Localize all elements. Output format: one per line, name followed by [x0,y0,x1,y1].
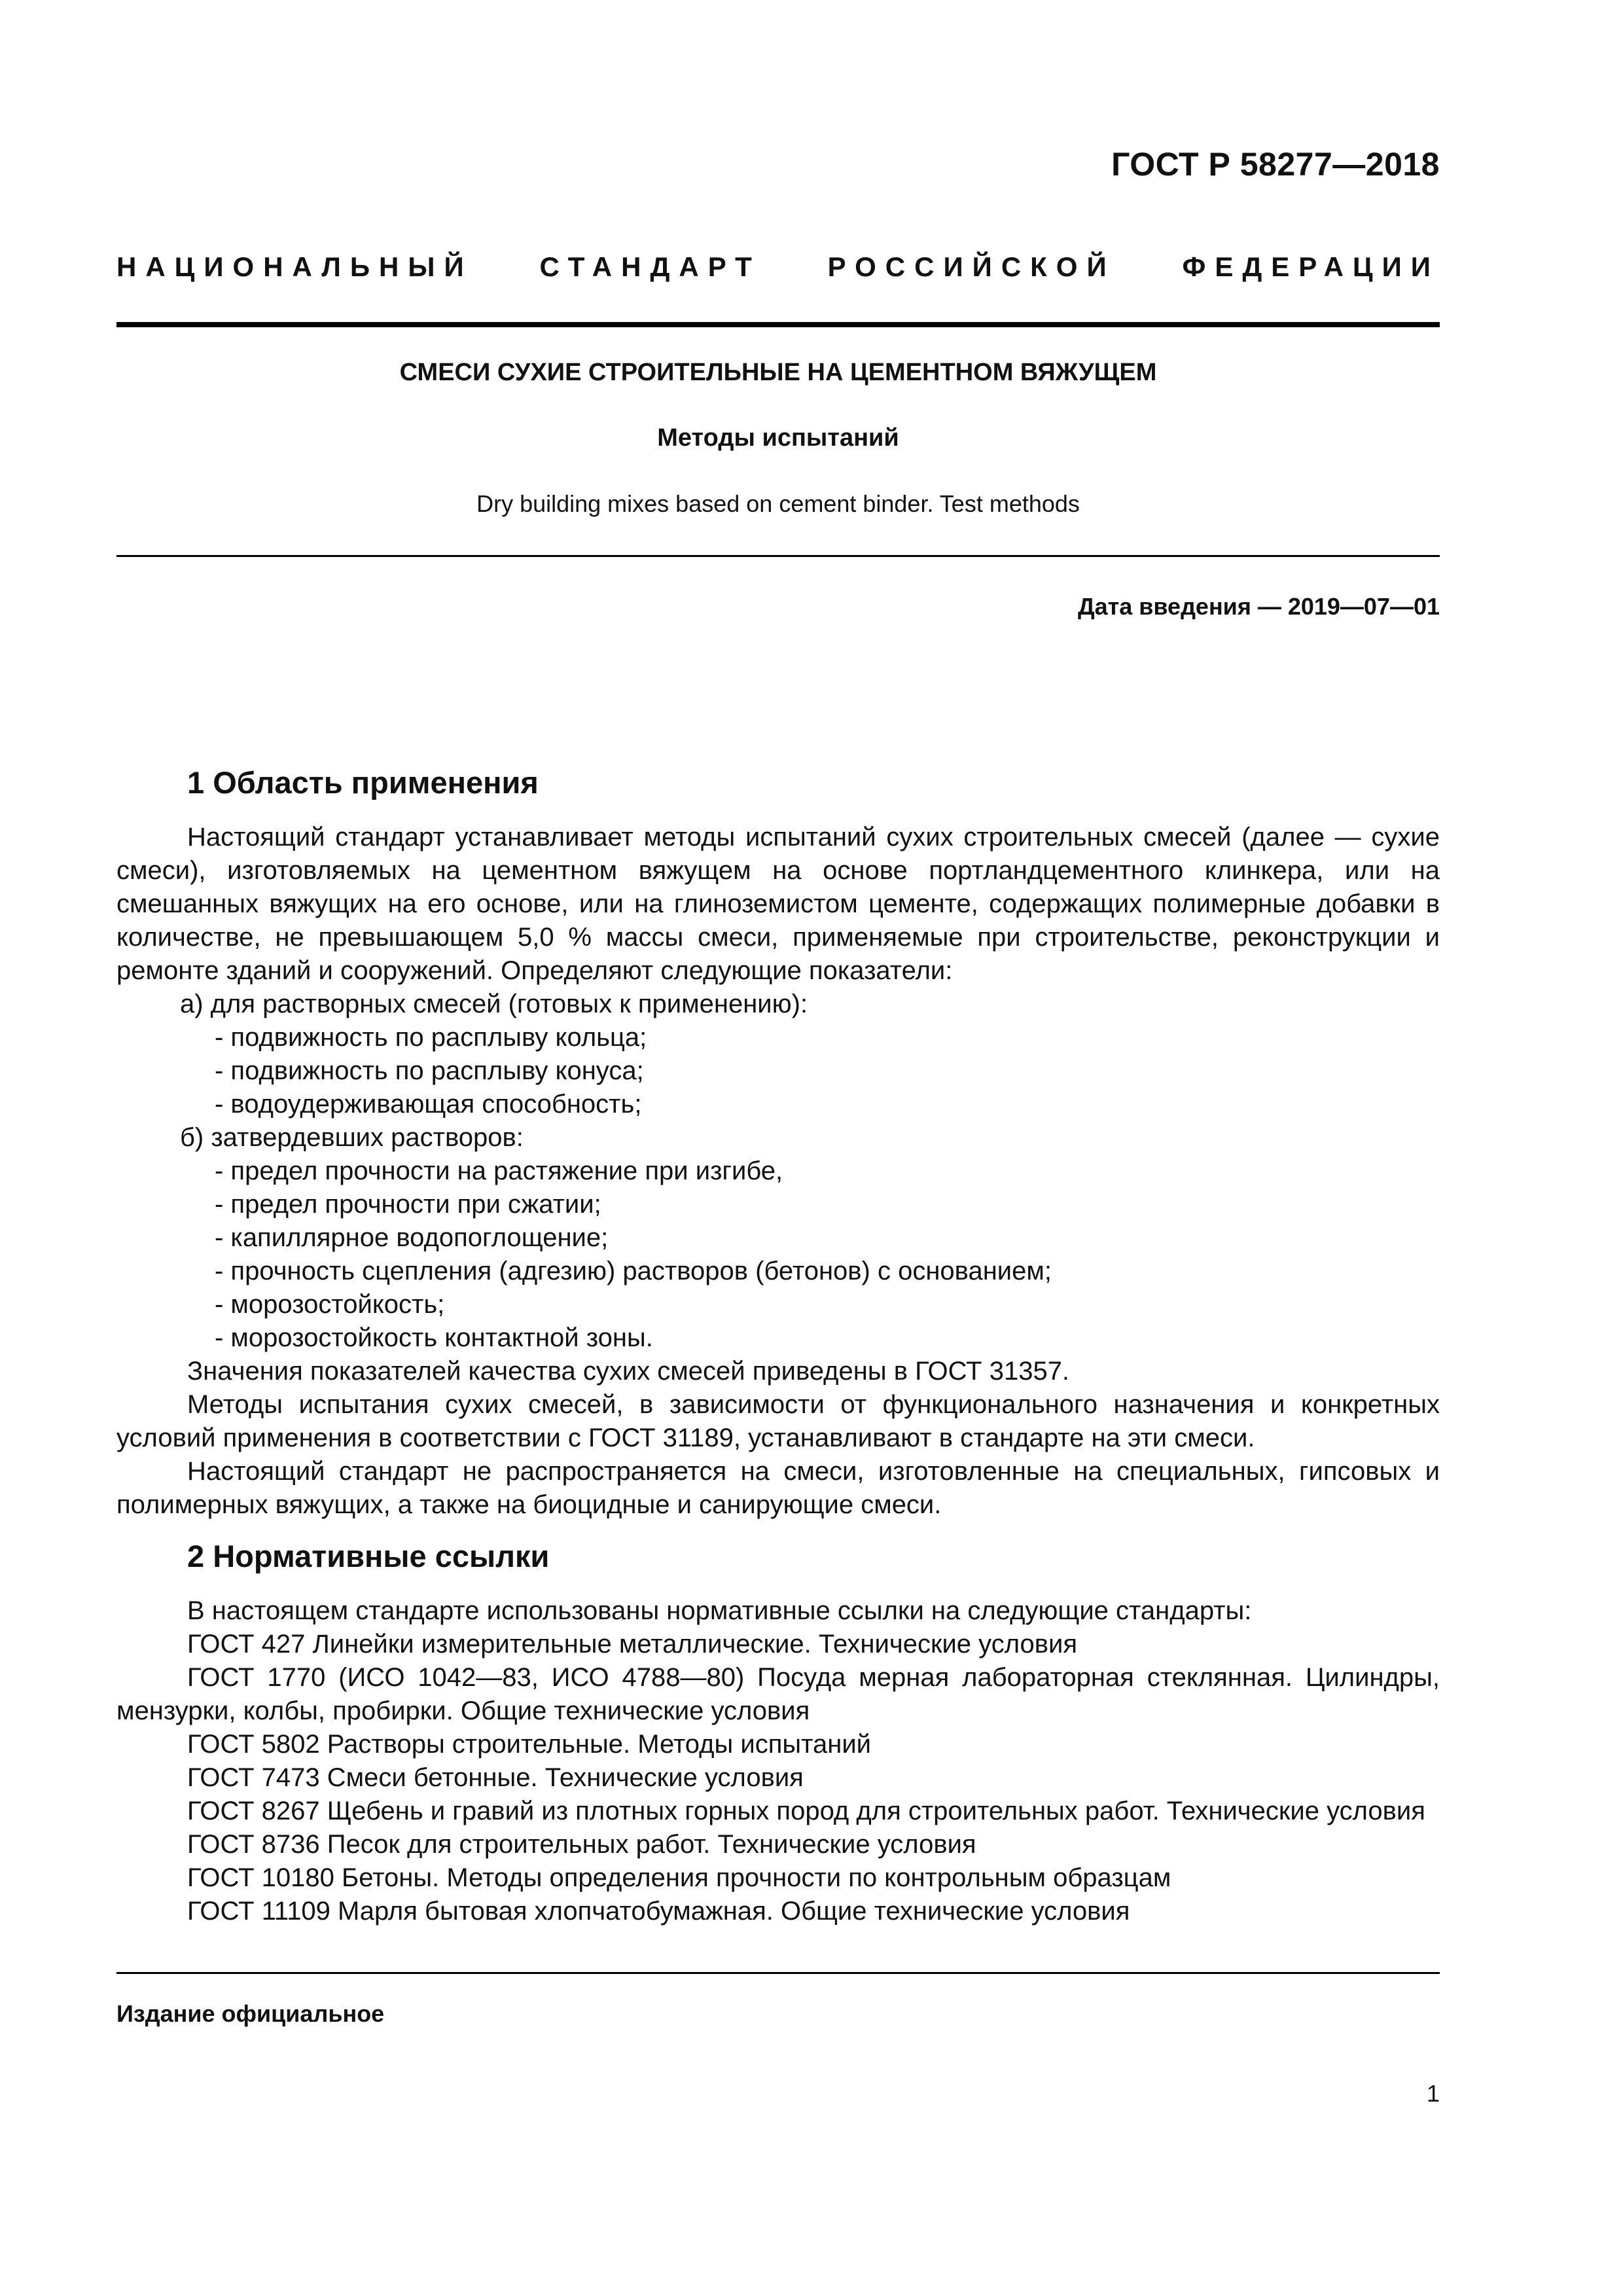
reference-item: ГОСТ 8736 Песок для строительных работ. Технические условия [187,1830,976,1859]
list-item: - подвижность по расплыву конуса; [215,1056,644,1085]
list-item: - морозостойкость контактной зоны. [215,1323,653,1352]
section-1-scope-paragraph: Настоящий стандарт не распространяется на смеси, изготовленные на специальных, гипсовых и полимерных вяжущих, а также на биоцидные и санирующие смеси. [116,1457,1440,1519]
section-1-values-paragraph: Значения показателей качества сухих смесей приведены в ГОСТ 31357. [187,1357,1070,1386]
header-divider-thick [116,322,1440,327]
page-number: 1 [1426,2080,1440,2107]
section-2-body [116,1594,1440,1928]
reference-item: ГОСТ 11109 Марля бытовая хлопчатобумажная. Общие технические условия [187,1897,1130,1926]
section-1-intro: Настоящий стандарт устанавливает методы испытаний сухих строительных смесей (далее — сухие смеси), изготовляемых на цементном вяжущем на основе портландцементного клинкера, или на смешанных вяжущих на его основе, или на глиноземистом цементе, содержащих полимерные добавки в количестве, не превышающем 5,0 % массы смеси, применяемые при строительстве, реконструкции и ремонте зданий и сооружений. Определяют следующие показатели: [116,823,1440,985]
list-item: - предел прочности при сжатии; [215,1190,601,1219]
reference-item: ГОСТ 7473 Смеси бетонные. Технические условия [187,1763,804,1792]
list-item: - предел прочности на растяжение при изгибе, [215,1157,783,1185]
reference-item: ГОСТ 5802 Растворы строительные. Методы испытаний [187,1730,872,1759]
standard-subtitle: Методы испытаний [657,424,899,452]
section-1-methods-paragraph: Методы испытания сухих смесей, в зависимости от функционального назначения и конкретных условий применения в соответствии с ГОСТ 31189, устанавливают в стандарте на эти смеси. [116,1390,1440,1452]
footer-divider [116,1972,1440,1974]
title-divider-thin [116,555,1440,557]
english-title: Dry building mixes based on cement binder. Test methods [476,490,1080,517]
reference-item: ГОСТ 427 Линейки измерительные металлические. Технические условия [187,1630,1077,1659]
section-2-heading: 2 Нормативные ссылки [187,1539,550,1573]
reference-item: ГОСТ 10180 Бетоны. Методы определения прочности по контрольным образцам [187,1863,1171,1892]
standard-title: СМЕСИ СУХИЕ СТРОИТЕЛЬНЫЕ НА ЦЕМЕНТНОМ ВЯЖУЩЕМ [399,359,1157,386]
list-b-label: б) затвердевших растворов: [180,1123,524,1152]
national-standard-title: НАЦИОНАЛЬНЫЙ СТАНДАРТ РОССИЙСКОЙ ФЕДЕРАЦИИ [116,251,1440,282]
document-page [116,0,1440,2296]
list-item: - подвижность по расплыву кольца; [215,1023,647,1052]
reference-item: ГОСТ 1770 (ИСО 1042—83, ИСО 4788—80) Посуда мерная лабораторная стеклянная. Цилиндры, мензурки, колбы, пробирки. Общие технические условия [116,1663,1440,1725]
list-item: - капиллярное водопоглощение; [215,1223,609,1252]
section-1-body [116,821,1440,1522]
section-2-intro: В настоящем стандарте использованы нормативные ссылки на следующие стандарты: [187,1596,1252,1625]
list-item: - водоудерживающая способность; [215,1090,642,1119]
list-item: - морозостойкость; [215,1290,445,1319]
official-edition-label: Издание официальное [116,2000,385,2027]
introduction-date: Дата введения — 2019—07—01 [1077,593,1440,620]
document-number: ГОСТ Р 58277—2018 [1111,146,1440,183]
list-a-label: а) для растворных смесей (готовых к применению): [180,990,808,1018]
reference-item: ГОСТ 8267 Щебень и гравий из плотных горных пород для строительных работ. Технические условия [187,1797,1425,1825]
section-1-heading: 1 Область применения [187,765,539,800]
list-item: - прочность сцепления (адгезию) растворов (бетонов) с основанием; [215,1257,1052,1285]
